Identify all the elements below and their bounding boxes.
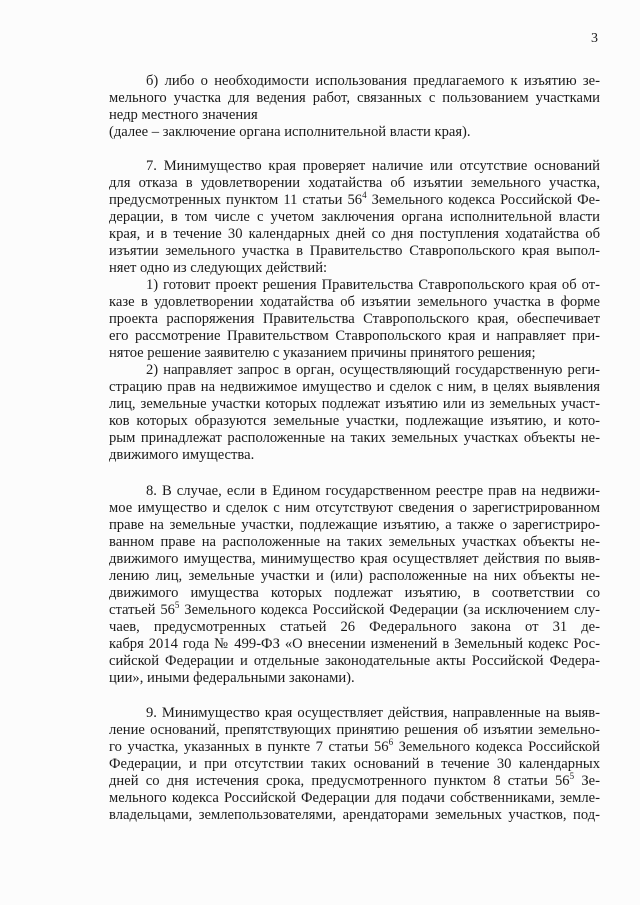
list-item-1-line: казе в удовлетворении ходатайства об изъятии земельного участка в форме [109,294,600,310]
list-item-2-line: лиц, земельные участки которых подлежат изъятию или из земельных участ- [109,396,600,412]
text-line: праве на земельные участки, подлежащие изъятию, а также о зарегистриро- [109,517,600,533]
text-line: дней со дня истечения срока, предусмотренного пунктом 8 статьи $56^5$ Зе- [109,771,600,789]
text-line: для отказа в удовлетворении ходатайства об изъятии земельного участка, [109,175,600,191]
text-line: лению лиц, земельные участки и (или) расположенные на них объекты не- [109,568,600,584]
list-item-2-line: движимого имущества. [109,447,255,463]
text-line: изъятии земельного участка в Правительство Ставропольского края выпол- [109,243,600,259]
list-item-1-line: его рассмотрение Правительством Ставропольского края и направляет при- [109,328,600,344]
text-line: б) либо о необходимости использования предлагаемого к изъятию зе- [146,73,600,89]
text-line: движимого имущества которых подлежат изъятию, в соответствии со [109,585,600,601]
list-item-2-line: ков которых образуются земельные участки, подлежащие изъятию, и кото- [109,413,600,429]
list-item-2-line: страцию прав на недвижимое имущество и сделок с ним, в целях выявления [109,379,600,395]
text-line: 7. Минимущество края проверяет наличие или отсутствие оснований [146,158,600,174]
text-line: мое имущество и сделок с ним отсутствуют сведения о зарегистрированном [109,500,600,516]
text-line: недр местного значения [109,107,258,123]
list-item-2-line: рым принадлежат расположенные на таких земельных участках объекты не- [109,430,600,446]
text-line: статьей $56^5$ Земельного кодекса Российской Федерации (за исключением слу- [109,600,600,618]
text-line: (далее – заключение органа исполнительной власти края). [109,124,471,140]
text-line: дерации, в том числе с учетом заключения органа исполнительной власти [109,209,600,225]
text-line: ванном праве на расположенные на таких земельных участках объекты не- [109,534,600,550]
text-line: предусмотренных пунктом 11 статьи $56^4$ Земельного кодекса Российской Фе- [109,190,600,208]
text-line: сийской Федерации и отдельные законодательные акты Российской Федера- [109,653,600,669]
text-line: 9. Минимущество края осуществляет действия, направленные на выяв- [146,705,600,721]
text-line: Федерации, и при отсутствии таких оснований в течение 30 календарных [109,756,600,772]
list-item-1-line: 1) готовит проект решения Правительства Ставропольского края об от- [146,277,600,293]
list-item-1-line: проекта распоряжения Правительства Ставропольского края, обеспечивает [109,311,600,327]
text-line: чаев, предусмотренных статьей 26 Федерального закона от 31 де- [109,619,600,635]
text-line: владельцами, землепользователями, арендаторами земельных участков, под- [109,807,600,823]
list-item-2-line: 2) направляет запрос в орган, осуществляющий государственную реги- [146,362,600,378]
text-line: няет одно из следующих действий: [109,260,328,276]
text-line: ции», иными федеральными законами). [109,670,355,686]
text-line: края, и в течение 30 календарных дней со дня поступления ходатайства об [109,226,600,242]
text-line: го участка, указанных в пункте 7 статьи $56^6$ Земельного кодекса Российской [109,737,600,755]
text-line: мельного кодекса Российской Федерации для подачи собственниками, земле- [109,790,600,806]
text-line: кабря 2014 года № 499-ФЗ «О внесении изменений в Земельный кодекс Рос- [109,636,600,652]
text-line: мельного участка для ведения работ, связанных с пользованием участками [109,90,600,106]
page-number: 3 [591,31,598,46]
text-line: движимого имущества, минимущество края осуществляет действия по выяв- [109,551,600,567]
text-line: 8. В случае, если в Едином государственном реестре прав на недвижи- [146,483,600,499]
text-line: ление оснований, препятствующих принятию решения об изъятии земельно- [109,722,600,738]
list-item-1-line: нятое решение заявителю с указанием причины принятого решения; [109,345,536,361]
